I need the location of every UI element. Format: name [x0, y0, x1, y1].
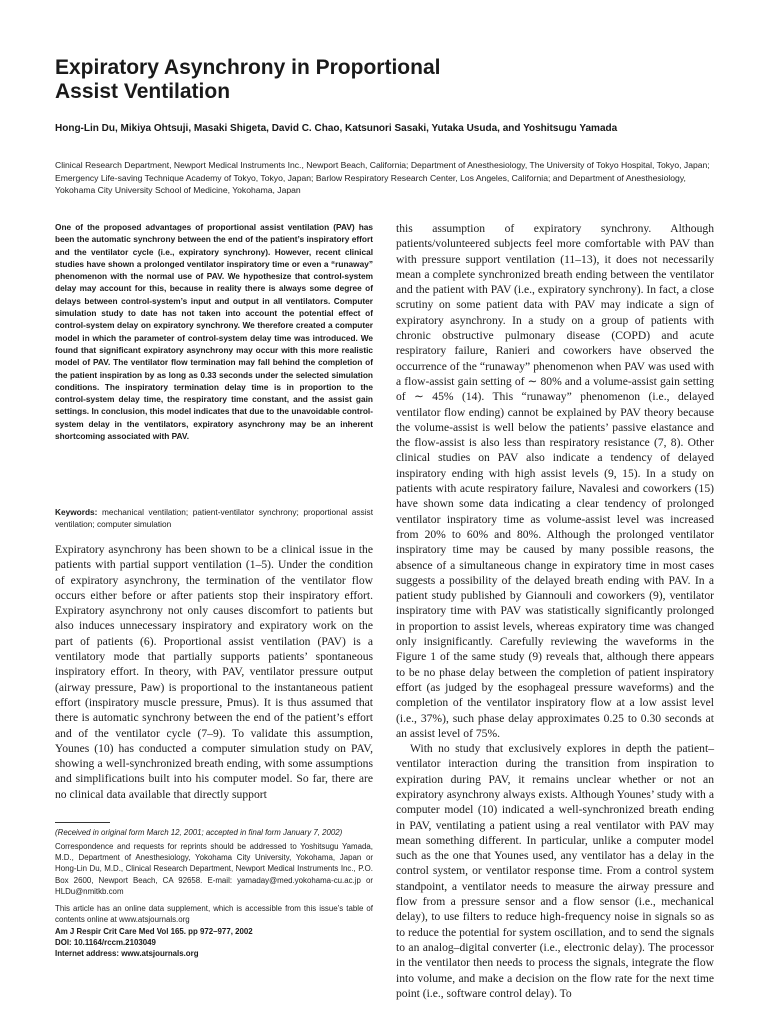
affiliations: Clinical Research Department, Newport Medical Instruments Inc., Newport Beach, California; Department of Anesthesiology, The University of Tokyo Hospital, Tokyo, Japan; Emergency Life-saving Technique Academy of Tokyo, Tokyo, Japan; Barlow Respiratory Research Center, Los Angeles, California; and Department of Anesthesiology, Yokohama City University School of Medicine, Yokohama, Japan — [55, 160, 710, 196]
journal-citation — [55, 926, 373, 960]
keywords — [55, 506, 373, 531]
author-list: Hong-Lin Du, Mikiya Ohtsuji, Masaki Shigeta, David C. Chao, Katsunori Sasaki, Yutaka Usuda, and Yoshitsugu Yamada — [55, 123, 618, 134]
received-dates: (Received in original form March 12, 2001; accepted in final form January 7, 2002) — [55, 828, 343, 837]
body-paragraph-1: this assumption of expiratory synchrony. Although patients/volunteered subjects feel more comfortable with PAV than with pressure support ventilation (11–13), it does not necessarily mean a complete synchronized breath ending between the ventilator and the patient with PAV (i.e., expiratory synchrony). In fact, a close scrutiny on some patient data with PAV may indicate a sign of expiratory asynchrony. In a study on a group of patients with chronic obstructive pulmonary disease (COPD) and acute respiratory failure, Ranieri and coworkers have observed the occurrence of the “runaway” phenomenon when PAV was used with a flow-assist gain setting of ∼ 80% and a volume-assist gain setting of ∼ 45% (14). This “runaway” phenomenon (i.e., delayed ventilator flow ending) cannot be explained by PAV theory because the volume-assist is well below the patients’ passive elastance and the flow-assist is also less than respiratory resistance (7, 8). Other clinical studies on PAV also indicate a tendency of delayed inspiratory ending with high assist levels (9, 15). In a study on patients with acute respiratory failure, Navalesi and coworkers (15) have shown some data indicating a clear tendency of prolonged ventilator inspiratory time as volume-assist level was increased from 20% to 60% and 80%. Although the prolonged ventilator inspiratory time may be caused by many possible reasons, the absence of a simultaneous change in expiratory time in most cases suggests a possibility of the delayed breath ending with PAV. In a patient study published by Giannouli and coworkers (9), ventilator inspiratory time with PAV was statistically significantly prolonged in proportion to assist levels, whereas expiratory time was changed only insignificantly. Carefully reviewing the waveforms in the Figure 1 of the same study (9) reveals that, although there appears to be no phase delay between the completion of patient inspiratory effort (as judged by the esophageal pressure waveforms) and the completion of the ventilator inspiratory flow at a low assist level (i.e., 37%), such phase delay approximates 0.25 to 0.30 seconds at an assist level of 75%. — [396, 222, 714, 740]
title-line-1: Expiratory Asynchrony in Proportional — [55, 56, 441, 79]
online-supplement-note: This article has an online data supplement, which is accessible from this issue’s table of contents online at www.atsjournals.org — [55, 904, 373, 925]
paper-title — [55, 56, 615, 104]
citation-journal: Am J Respir Crit Care Med Vol 165. pp 972–977, 2002 — [55, 927, 253, 936]
citation-internet: Internet address: www.atsjournals.org — [55, 949, 199, 959]
title-line-2: Assist Ventilation — [55, 80, 231, 103]
body-text-right-column — [396, 221, 714, 1001]
abstract: One of the proposed advantages of proportional assist ventilation (PAV) has been the automatic synchrony between the end of the patient’s inspiratory effort and the ventilator cycle (i.e., expiratory synchrony). However, recent clinical studies have shown a prolonged ventilator inspiratory time or even a “runaway” phenomenon with the normal use of PAV. We hypothesize that control-system delay may account for this, because in reality there is always some degree of delays between control-system’s input and output in all ventilators. Computer simulation study to date has not taken into account the potential effect of control-system delay on expiratory synchrony. We therefore created a computer model in which the parameter of control-system delay time was introduced. We found that significant expiratory asynchrony may occur with this more realistic model of PAV. The ventilator flow termination may fall behind the completion of the patient inspiration by as long as 0.33 seconds under the selected simulation conditions. The inspiratory termination delay time is in proportion to the control-system delay time, the respiratory time constant, and the assist gain settings. In conclusion, this model indicates that due to the unavoidable control-system delay in the ventilators, expiratory asynchrony may be an inherent shortcoming associated with PAV. — [55, 222, 373, 442]
citation-doi: DOI: 10.1164/rccm.2103049 — [55, 938, 156, 948]
body-text-left-column: Expiratory asynchrony has been shown to be a clinical issue in the patients with partial support ventilation (1–5). Under the condition of expiratory asynchrony, the termination of the ventilator flow occurs either before or after patients stop their inspiratory effort. Expiratory asynchrony not only causes discomfort to patients but also induces unnecessary inspiratory and expiratory work on the part of patients (6). Proportional assist ventilation (PAV) is a ventilatory mode that partially supports patients’ spontaneous inspiratory effort. In theory, with PAV, ventilator pressure output (airway pressure, Paw) is proportional to the instantaneous patient effort (inspiratory muscle pressure, Pmus). It is thus assumed that there is automatic synchrony between the end of the patient’s effort and of the ventilator cycle (7–9). To validate this assumption, Younes (10) has conducted a computer simulation study on PAV, showing a well-synchronized breath ending, with some assumptions and simplifications built into his computer model. So far, there are no clinical data available that directly support — [55, 543, 373, 801]
keywords-label: Keywords: — [55, 507, 98, 517]
keywords-text: mechanical ventilation; patient-ventilator synchrony; proportional assist ventilation; computer simulation — [55, 507, 373, 530]
correspondence-note: Correspondence and requests for reprints should be addressed to Yoshitsugu Yamada, M.D., Department of Anesthesiology, Yokohama City University, Yokohama, Japan or Hong-Lin Du, M.D., Clinical Research Department, Newport Medical Instruments Inc., P.O. Box 2600, Newport Beach, CA 92658. E-mail: yamaday@med.yokohama-cu.ac.jp or HLDu@nmitkb.com — [55, 842, 373, 896]
footnote-divider — [55, 822, 110, 823]
body-paragraph-2: With no study that exclusively explores in depth the patient–ventilator interaction during the transition from inspiration to expiration during PAV, it remains unclear whether or not an expiratory asynchrony always exists. Although Younes’ study with a computer model (10) indicated a well-synchronized breath ending in PAV, ventilating a patient using a real ventilator with PAV may mean something different. In particular, unlike a computer model such as the one that Younes used, any ventilator has a delay in the control system, or ventilator response time. From a control system standpoint, a ventilator needs to measure the airway pressure and flow from a pressure sensor and a flow sensor (i.e., mechanical delay), to use filters to reduce high-frequency noise in signals so as to reduce the potential for system oscillation, and to send the signals to an analog–digital converter (i.e., electronic delay). The processor in the ventilator then needs to process the signals, integrate the flow into volume, and make a decision on the flow rate for the next time point (i.e., software control delay). To — [396, 742, 714, 1000]
